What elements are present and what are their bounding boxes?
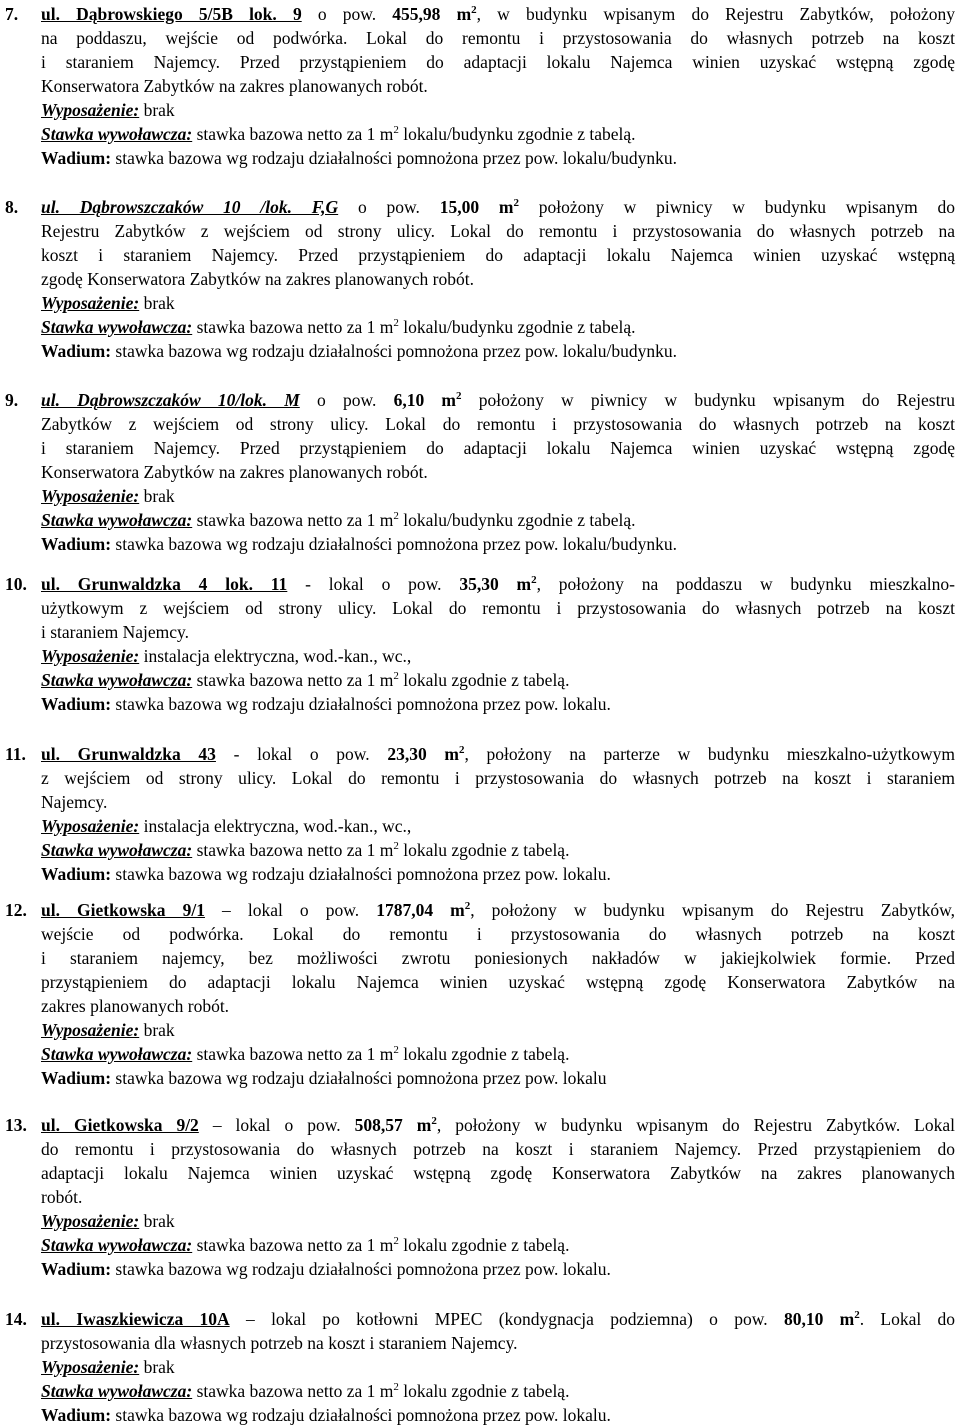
wyposazenie-line: Wyposażenie: instalacja elektryczna, wod.-kan., wc., (41, 646, 412, 666)
wyposazenie-line: Wyposażenie: brak (41, 1211, 175, 1231)
item-text-line: Konserwatora Zabytków na zakres planowanych robót. (41, 462, 428, 482)
stawka-line: Stawka wywoławcza: stawka bazowa netto za 1 $m^2$ lokalu zgodnie z tabelą. (41, 840, 570, 860)
item-number: 10. (5, 574, 27, 594)
item-text-line: przystąpieniem do adaptacji lokalu Najemca winien uzyskać wstępną zgodę Konserwatora Zabytków na (41, 972, 955, 992)
item-area: 15,00 $m^2$ (439, 197, 519, 217)
wyposazenie-line: Wyposażenie: brak (41, 293, 175, 313)
stawka-line: Stawka wywoławcza: stawka bazowa netto za 1 $m^2$ lokalu/budynku zgodnie z tabelą. (41, 124, 636, 144)
stawka-line: Stawka wywoławcza: stawka bazowa netto za 1 $m^2$ lokalu zgodnie z tabelą. (41, 1235, 570, 1255)
stawka-line: Stawka wywoławcza: stawka bazowa netto za 1 $m^2$ lokalu zgodnie z tabelą. (41, 1044, 570, 1064)
item-first-line: 14. ul. Iwaszkiewicza 10A – lokal po kotłowni MPEC (kondygnacja podziemna) o pow. 80,10 $m^2$. Lokal do (5, 1309, 956, 1329)
item-area: 6,10 $m^2$ (393, 390, 462, 410)
item-first-line: 9. ul. Dąbrowszczaków 10/lok. M o pow. 6,10 $m^2$ położony w piwnicy w budynku wpisanym do Rejestru (5, 390, 956, 410)
wyposazenie-line: Wyposażenie: brak (41, 1357, 175, 1377)
item-address: ul. Dąbrowskiego 5/5B lok. 9 (41, 4, 302, 24)
item-text-line: i staraniem Najemcy. Przed przystąpieniem do adaptacji lokalu Najemca winien uzyskać wstępną zgodę (41, 52, 955, 72)
item-number: 13. (5, 1115, 27, 1135)
item-area: 35,30 $m^2$ (459, 574, 537, 594)
wyposazenie-line: Wyposażenie: brak (41, 1020, 175, 1040)
item-text-line: wejście od podwórka. Lokal do remontu i przystosowania do własnych potrzeb na koszt (41, 924, 955, 944)
item-number: 11. (5, 744, 26, 764)
item-first-line: 10. ul. Grunwaldzka 4 lok. 11 - lokal o pow. 35,30 $m^2$, położony na poddaszu w budynku mieszkalno- (5, 574, 955, 594)
wyposazenie-line: Wyposażenie: instalacja elektryczna, wod.-kan., wc., (41, 816, 412, 836)
stawka-line: Stawka wywoławcza: stawka bazowa netto za 1 $m^2$ lokalu zgodnie z tabelą. (41, 1381, 570, 1401)
item-area: 23,30 $m^2$ (387, 744, 465, 764)
item-number: 8. (5, 197, 19, 217)
item-area: 508,57 $m^2$ (354, 1115, 437, 1135)
wadium-line: Wadium: stawka bazowa wg rodzaju działalności pomnożona przez pow. lokalu. (41, 864, 611, 884)
item-first-line: 12. ul. Gietkowska 9/1 – lokal o pow. 1787,04 $m^2$, położony w budynku wpisanym do Rejestru Zabytków, (5, 900, 956, 920)
item-address: ul. Grunwaldzka 4 lok. 11 (41, 574, 288, 594)
wadium-line: Wadium: stawka bazowa wg rodzaju działalności pomnożona przez pow. lokalu (41, 1068, 607, 1088)
item-number: 7. (5, 4, 19, 24)
item-text-line: z wejściem od strony ulicy. Lokal do remontu i przystosowania do własnych potrzeb na koszt i staraniem (41, 768, 955, 788)
item-text-line: i staraniem Najemcy. (41, 622, 190, 642)
item-text-line: przystosowania dla własnych potrzeb na koszt i staraniem Najemcy. (41, 1333, 518, 1353)
item-text-line: adaptacji lokalu Najemca winien uzyskać wstępną zgodę Konserwatora Zabytków na zakres planowanych (41, 1163, 955, 1183)
item-text-line: i staraniem najemcy, bez możliwości zwrotu poniesionych nakładów w jakiejkolwiek formie. Przed (41, 948, 955, 968)
wadium-line: Wadium: stawka bazowa wg rodzaju działalności pomnożona przez pow. lokalu/budynku. (41, 341, 678, 361)
item-text-line: użytkowym z wejściem od strony ulicy. Lokal do remontu i przystosowania do własnych potrzeb na koszt (41, 598, 955, 618)
item-address: ul. Gietkowska 9/2 (41, 1115, 199, 1135)
item-address: ul. Dąbrowszczaków 10/lok. M (41, 390, 300, 410)
item-area: 455,98 $m^2$ (392, 4, 477, 24)
item-text-line: Najemcy. (41, 792, 108, 812)
item-area: 1787,04 $m^2$ (376, 900, 471, 920)
item-address: ul. Grunwaldzka 43 (41, 744, 216, 764)
item-text-line: Zabytków z wejściem od strony ulicy. Lokal do remontu i przystosowania do własnych potrzeb na koszt (41, 414, 955, 434)
item-text-line: Rejestru Zabytków z wejściem od strony ulicy. Lokal do remontu i przystosowania do własnych potrzeb na (41, 221, 955, 241)
wadium-line: Wadium: stawka bazowa wg rodzaju działalności pomnożona przez pow. lokalu/budynku. (41, 148, 678, 168)
item-number: 14. (5, 1309, 27, 1329)
stawka-line: Stawka wywoławcza: stawka bazowa netto za 1 $m^2$ lokalu/budynku zgodnie z tabelą. (41, 510, 636, 530)
item-text-line: na poddaszu, wejście od podwórka. Lokal do remontu i przystosowania do własnych potrzeb na koszt (41, 28, 955, 48)
wadium-line: Wadium: stawka bazowa wg rodzaju działalności pomnożona przez pow. lokalu. (41, 1259, 611, 1279)
wadium-line: Wadium: stawka bazowa wg rodzaju działalności pomnożona przez pow. lokalu/budynku. (41, 534, 678, 554)
wadium-line: Wadium: stawka bazowa wg rodzaju działalności pomnożona przez pow. lokalu. (41, 694, 611, 714)
item-text-line: zgodę Konserwatora Zabytków na zakres planowanych robót. (41, 269, 474, 289)
item-text-line: robót. (41, 1187, 83, 1207)
item-area: 80,10 $m^2$ (783, 1309, 860, 1329)
item-address: ul. Dąbrowszczaków 10 /lok. F,G (41, 197, 339, 217)
item-text-line: Konserwatora Zabytków na zakres planowanych robót. (41, 76, 428, 96)
item-first-line: 13. ul. Gietkowska 9/2 – lokal o pow. 508,57 $m^2$, położony w budynku wpisanym do Rejestru Zabytków. Lokal (5, 1115, 956, 1135)
item-first-line: 7. ul. Dąbrowskiego 5/5B lok. 9 o pow. 455,98 $m^2$, w budynku wpisanym do Rejestru Zabytków, położony (5, 4, 956, 24)
item-number: 12. (5, 900, 27, 920)
item-text-line: koszt i staraniem Najemcy. Przed przystąpieniem do adaptacji lokalu Najemca winien uzyskać wstępną (41, 245, 955, 265)
item-text-line: i staraniem Najemcy. Przed przystąpieniem do adaptacji lokalu Najemca winien uzyskać wstępną zgodę (41, 438, 955, 458)
item-first-line: 8. ul. Dąbrowszczaków 10 /lok. F,G o pow. 15,00 $m^2$ położony w piwnicy w budynku wpisanym do (5, 197, 955, 217)
item-text-line: zakres planowanych robót. (41, 996, 230, 1016)
wadium-line: Wadium: stawka bazowa wg rodzaju działalności pomnożona przez pow. lokalu. (41, 1405, 611, 1425)
item-text-line: do remontu i przystosowania do własnych potrzeb na koszt i staraniem Najemcy. Przed przystąpieniem do (41, 1139, 955, 1159)
wyposazenie-line: Wyposażenie: brak (41, 486, 175, 506)
item-address: ul. Iwaszkiewicza 10A (41, 1309, 230, 1329)
item-number: 9. (5, 390, 19, 410)
wyposazenie-line: Wyposażenie: brak (41, 100, 175, 120)
stawka-line: Stawka wywoławcza: stawka bazowa netto za 1 $m^2$ lokalu/budynku zgodnie z tabelą. (41, 317, 636, 337)
stawka-line: Stawka wywoławcza: stawka bazowa netto za 1 $m^2$ lokalu zgodnie z tabelą. (41, 670, 570, 690)
item-first-line: 11. ul. Grunwaldzka 43 - lokal o pow. 23,30 $m^2$, położony na parterze w budynku mieszkalno-użytkowym (5, 744, 955, 764)
item-address: ul. Gietkowska 9/1 (41, 900, 205, 920)
